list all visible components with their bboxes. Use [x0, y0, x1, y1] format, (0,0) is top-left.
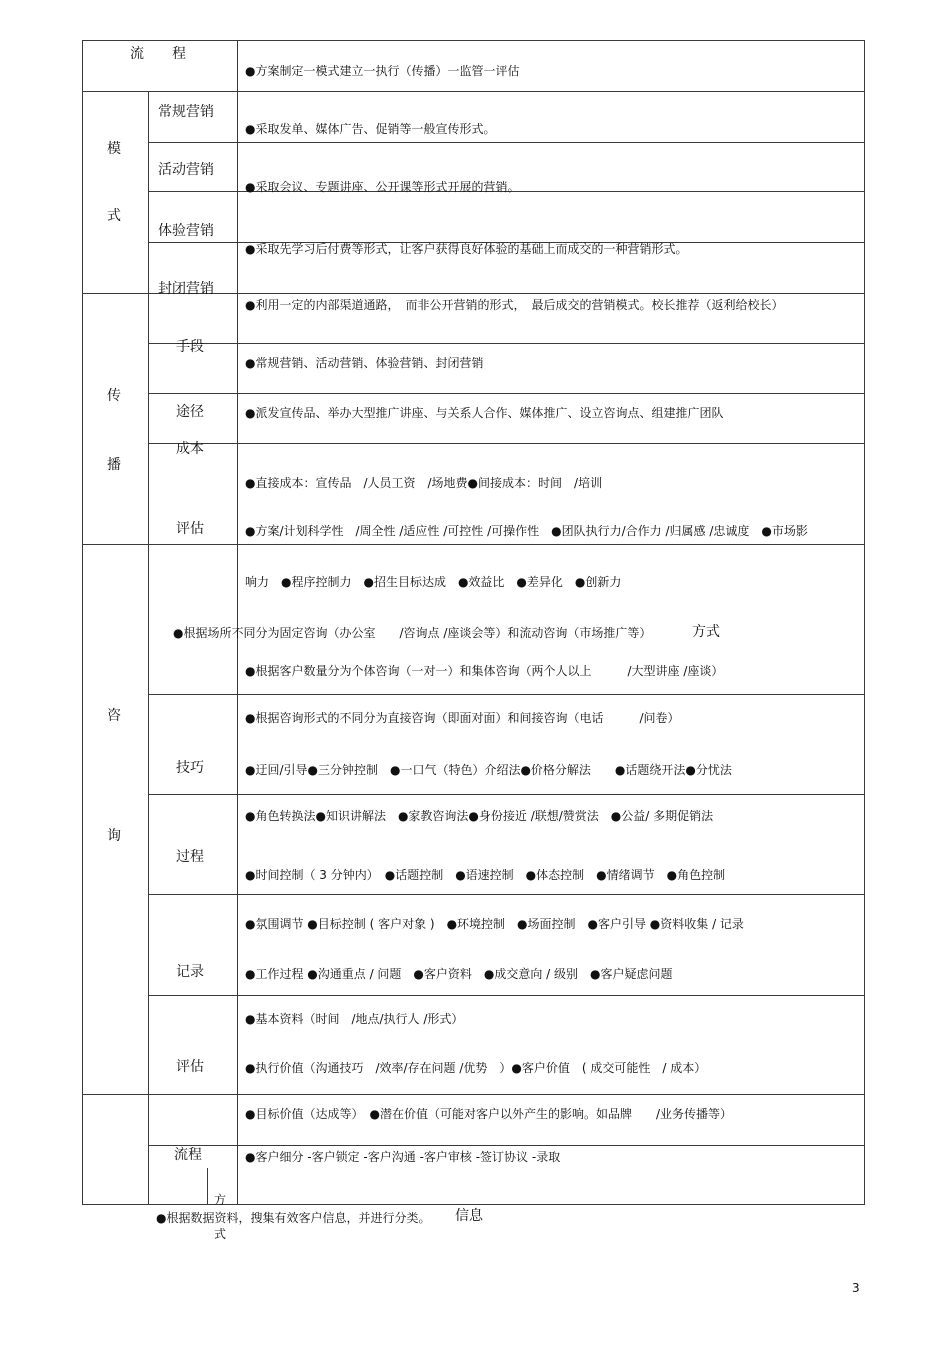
row-evaluation-1: ●方案/计划科学性 /周全性 /适应性 /可控性 /可操作性 ●团队执行力/合作力 /归属感 /忠诚度 ●市场影: [245, 524, 808, 538]
row-process-control: ●时间控制（ 3 分钟内） ●话题控制 ●语速控制 ●体态控制 ●情绪调节 ●角色控制: [245, 868, 726, 882]
row-experience-marketing: ●采取先学习后付费等形式，让客户获得良好体验的基础上而成交的一种营销形式。: [245, 242, 688, 256]
label-moshi-2: 式: [107, 208, 121, 224]
label-shi: 式: [214, 1227, 227, 1241]
row-line: [148, 1145, 865, 1146]
row-process: ●方案制定一模式建立一执行（传播）一监管一评估: [245, 64, 520, 78]
label-moshi-1: 模: [107, 141, 121, 157]
row-evaluation-value: ●执行价值（沟通技巧 /效率/存在问题 /优势 ）●客户价值 ( 成交可能性 / 成本）: [245, 1061, 707, 1075]
group-line-1: [82, 91, 865, 92]
row-consult-mode-3: ●根据咨询形式的不同分为直接咨询（即面对面）和间接咨询（电话 /问卷）: [245, 711, 680, 725]
group-line-4: [82, 1094, 865, 1095]
label-pinggu-1: 评估: [176, 521, 204, 537]
fangshi-divider: [207, 1168, 208, 1205]
row-regular-marketing: ●采取发单、媒体广告、促销等一般宣传形式。: [245, 122, 496, 136]
label-liucheng-bottom: 流程: [174, 1147, 202, 1163]
row-info-collect: ●根据数据资料，搜集有效客户信息，并进行分类。: [156, 1211, 431, 1225]
row-skills-2: ●角色转换法●知识讲解法 ●家教咨询法●身份接近 /联想/赞赏法 ●公益/ 多期促销法: [245, 809, 714, 823]
row-line: [148, 794, 865, 795]
label-fengbi: 封闭营销: [158, 281, 214, 297]
label-chengben: 成本: [176, 441, 204, 457]
label-shouduan: 手段: [176, 339, 204, 355]
row-channels: ●派发宣传品、举办大型推广讲座、与关系人合作、媒体推广、设立咨询点、组建推广团队: [245, 406, 724, 420]
row-consult-mode-2: ●根据客户数量分为个体咨询（一对一）和集体咨询（两个人以上 /大型讲座 /座谈）: [245, 664, 724, 678]
row-event-marketing: ●采取会议、专题讲座、公开课等形式开展的营销。: [245, 180, 520, 194]
table-border-bottom: [82, 1204, 865, 1205]
label-guocheng: 过程: [176, 849, 204, 865]
label-chuanbo-2: 播: [107, 457, 121, 473]
table-border-top: [82, 40, 865, 41]
sublabel-divider: [148, 91, 149, 1205]
label-zixun-1: 咨: [107, 708, 121, 724]
row-line: [148, 393, 865, 394]
row-cost: ●直接成本：宣传品 /人员工资 /场地费●间接成本：时间 /培训: [245, 476, 603, 490]
row-evaluation-basic: ●基本资料（时间 /地点/执行人 /形式）: [245, 1012, 464, 1026]
label-jiqiao: 技巧: [176, 760, 204, 776]
label-xinxi: 信息: [455, 1208, 483, 1224]
label-tujing: 途径: [176, 404, 204, 420]
table-border-right: [864, 40, 865, 1205]
label-chuanbo-1: 传: [107, 388, 121, 404]
row-consult-mode-1: ●根据场所不同分为固定咨询（办公室 /咨询点 /座谈会等）和流动咨询（市场推广等）: [173, 626, 652, 640]
row-line: [148, 343, 865, 344]
label-pinggu-2: 评估: [176, 1059, 204, 1075]
group-line-3: [82, 544, 865, 545]
row-closed-marketing: ●利用一定的内部渠道通路， 而非公开营销的形式， 最后成交的营销模式。校长推荐（返利给校长）: [245, 298, 784, 312]
row-record: ●工作过程 ●沟通重点 / 问题 ●客户资料 ●成交意向 / 级别 ●客户疑虑问题: [245, 967, 673, 981]
row-line: [148, 443, 865, 444]
page-number: 3: [852, 1281, 860, 1295]
label-fangshi: 方式: [692, 624, 720, 640]
row-means: ●常规营销、活动营销、体验营销、封闭营销: [245, 356, 484, 370]
label-fang: 方: [214, 1193, 227, 1207]
label-jilu: 记录: [176, 964, 204, 980]
table-border-left: [82, 40, 83, 1205]
label-zixun-2: 询: [107, 828, 121, 844]
label-tiyan: 体验营销: [158, 223, 214, 239]
label-huodong: 活动营销: [158, 162, 214, 178]
row-evaluation-2: 响力 ●程序控制力 ●招生目标达成 ●效益比 ●差异化 ●创新力: [245, 575, 622, 589]
row-line: [148, 694, 865, 695]
row-flow: ●客户细分 -客户锁定 -客户沟通 -客户审核 -签订协议 -录取: [245, 1150, 561, 1164]
row-skills-1: ●迂回/引导●三分钟控制 ●一口气（特色）介绍法●价格分解法 ●话题绕开法●分忧法: [245, 763, 732, 777]
row-line: [148, 995, 865, 996]
row-evaluation-target: ●目标价值（达成等） ●潜在价值（可能对客户以外产生的影响。如品牌 /业务传播等）: [245, 1107, 732, 1121]
label-changgui: 常规营销: [158, 104, 214, 120]
label-liucheng-top: 流 程: [130, 46, 186, 62]
column-divider: [237, 40, 238, 1205]
row-line: [148, 142, 865, 143]
row-process-control-2: ●氛围调节 ●目标控制 ( 客户对象 ) ●环境控制 ●场面控制 ●客户引导 ●资料收集 / 记录: [245, 917, 744, 931]
row-line: [148, 894, 865, 895]
